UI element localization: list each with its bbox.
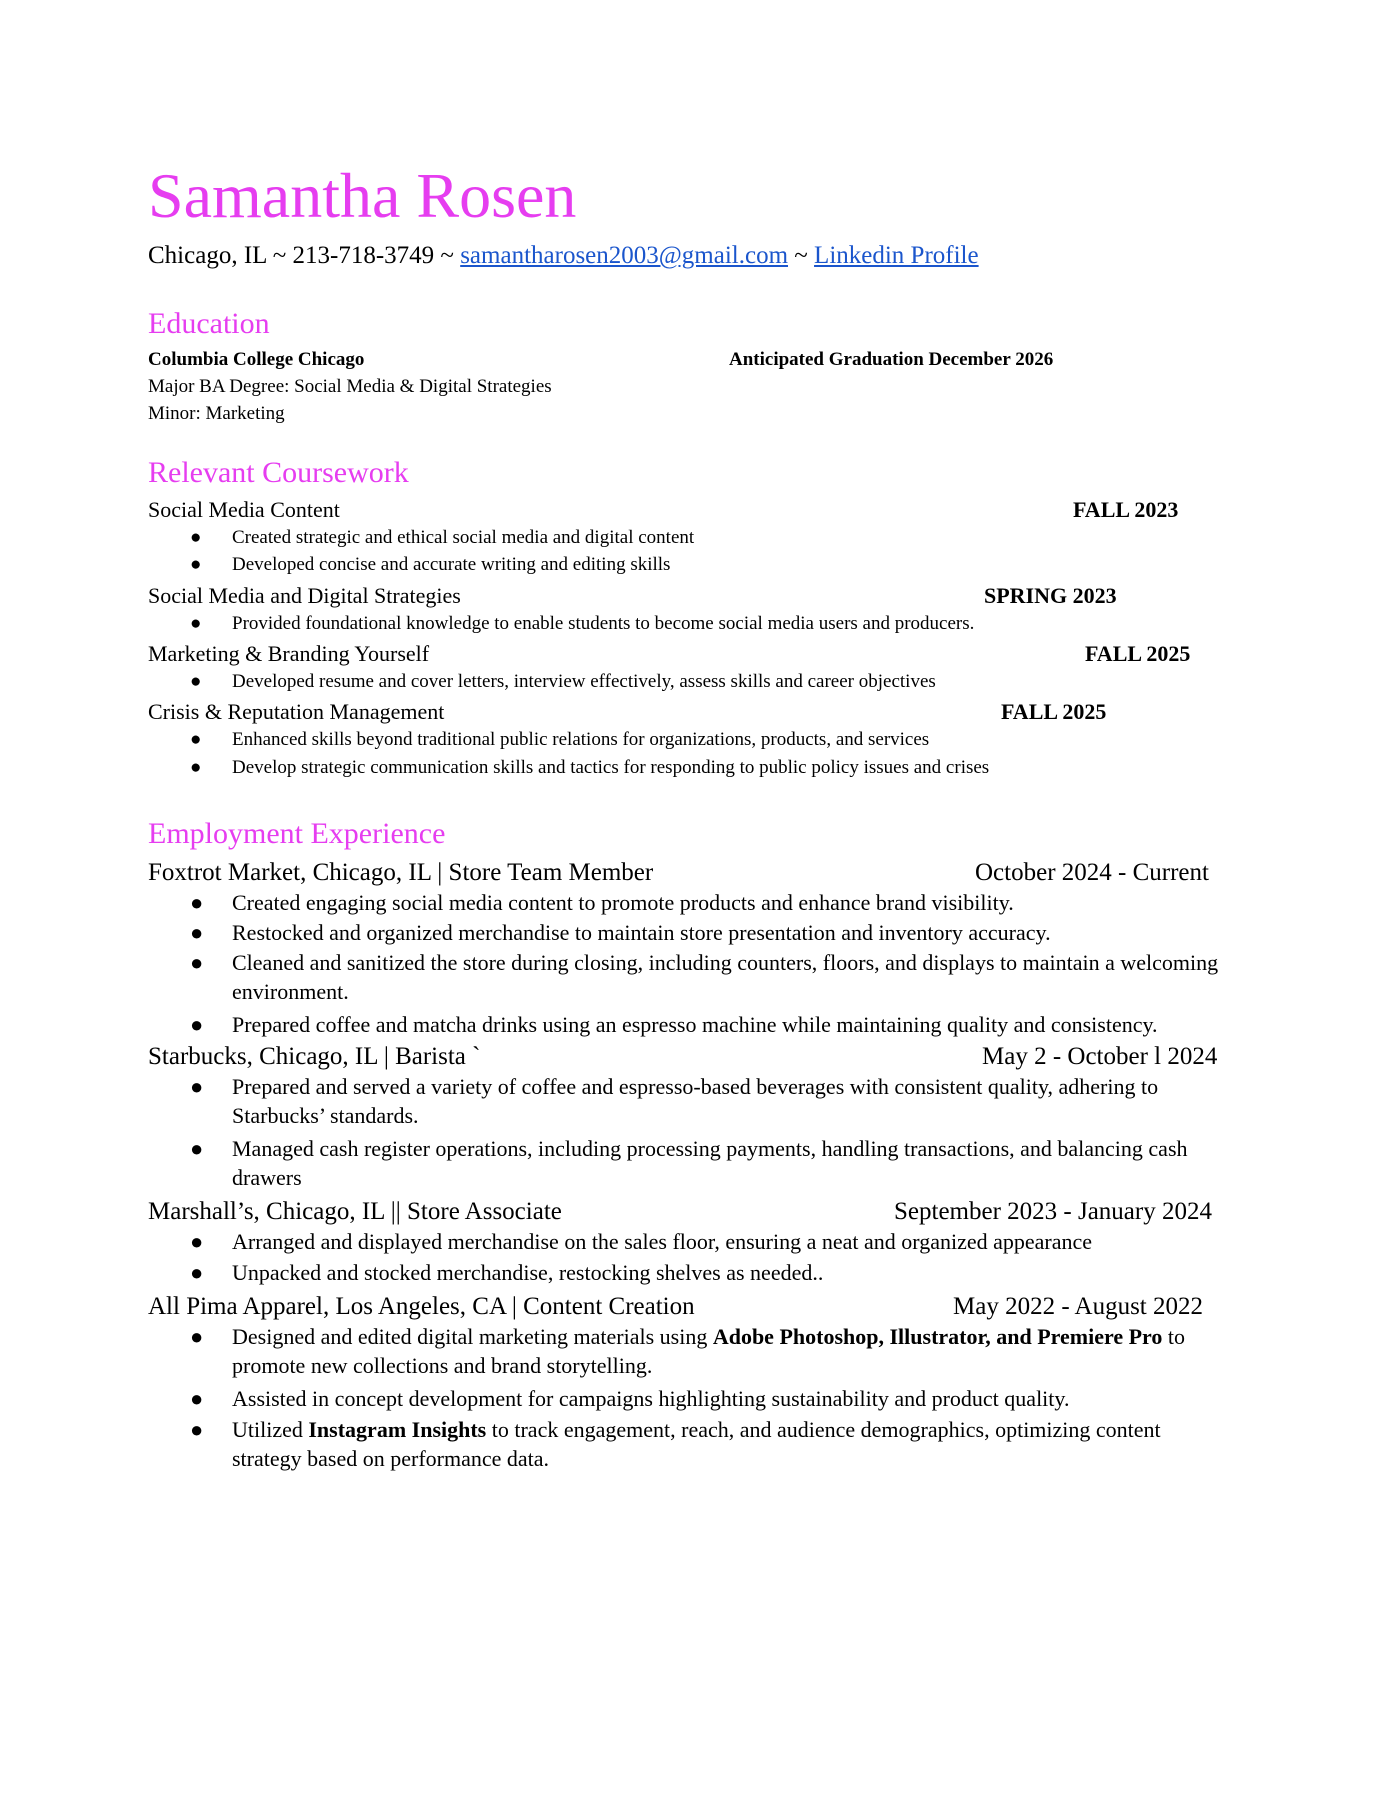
software-skills: Adobe Photoshop, Illustrator, and Premiere Pro [712, 1324, 1163, 1349]
job-title: All Pima Apparel, Los Angeles, CA | Content Creation [148, 1293, 695, 1320]
bullet-icon: ● [190, 1386, 204, 1411]
location: Chicago, IL [148, 242, 267, 269]
email-link[interactable]: samantharosen2003@gmail.com [460, 242, 789, 269]
school-name: Columbia College Chicago [148, 349, 365, 370]
bullet-icon: ● [190, 1012, 204, 1037]
course-title: Crisis & Reputation Management [148, 699, 445, 724]
contact-line [148, 240, 979, 272]
bullet-icon: ● [190, 757, 202, 778]
job-dates: September 2023 - January 2024 [894, 1198, 1212, 1225]
coursework-heading: Relevant Coursework [148, 456, 409, 489]
job-title: Foxtrot Market, Chicago, IL | Store Team Member [148, 859, 654, 886]
bullet-icon: ● [190, 613, 202, 634]
bullet-icon: ● [190, 1260, 204, 1285]
bullet-icon: ● [190, 1324, 204, 1349]
job-dates: May 2 - October l 2024 [982, 1043, 1218, 1070]
bullet-icon: ● [190, 950, 204, 975]
major: Major BA Degree: Social Media & Digital Strategies [148, 376, 552, 397]
bullet-icon: ● [190, 527, 202, 548]
analytics-skill: Instagram Insights [308, 1417, 487, 1442]
bullet-icon: ● [190, 671, 202, 692]
bullet-icon: ● [190, 729, 202, 750]
bullet-icon: ● [190, 554, 202, 575]
course-title: Social Media and Digital Strategies [148, 583, 461, 608]
separator: ~ [440, 242, 454, 269]
bullet-icon: ● [190, 920, 204, 945]
education-heading: Education [148, 307, 270, 340]
bullet-icon: ● [190, 890, 204, 915]
job-title: Starbucks, Chicago, IL | Barista ` [148, 1043, 481, 1070]
separator: ~ [794, 242, 808, 269]
course-term: FALL 2023 [1073, 497, 1179, 522]
course-term: SPRING 2023 [984, 583, 1117, 608]
course-term: FALL 2025 [1001, 699, 1107, 724]
course-title: Marketing & Branding Yourself [148, 641, 430, 666]
bullet-icon: ● [190, 1229, 204, 1254]
graduation-date: Anticipated Graduation December 2026 [729, 349, 1054, 370]
bullet-icon: ● [190, 1074, 204, 1099]
job-dates: May 2022 - August 2022 [953, 1293, 1203, 1320]
linkedin-link[interactable]: Linkedin Profile [814, 242, 979, 269]
bullet-icon: ● [190, 1136, 204, 1161]
minor: Minor: Marketing [148, 403, 285, 424]
course-term: FALL 2025 [1085, 641, 1191, 666]
course-title: Social Media Content [148, 497, 340, 522]
employment-heading: Employment Experience [148, 817, 446, 850]
bullet-icon: ● [190, 1417, 204, 1442]
job-title: Marshall’s, Chicago, IL || Store Associate [148, 1198, 562, 1225]
candidate-name: Samantha Rosen [148, 160, 577, 231]
job-dates: October 2024 - Current [975, 859, 1209, 886]
phone: 213-718-3749 [292, 242, 435, 269]
separator: ~ [272, 242, 287, 269]
